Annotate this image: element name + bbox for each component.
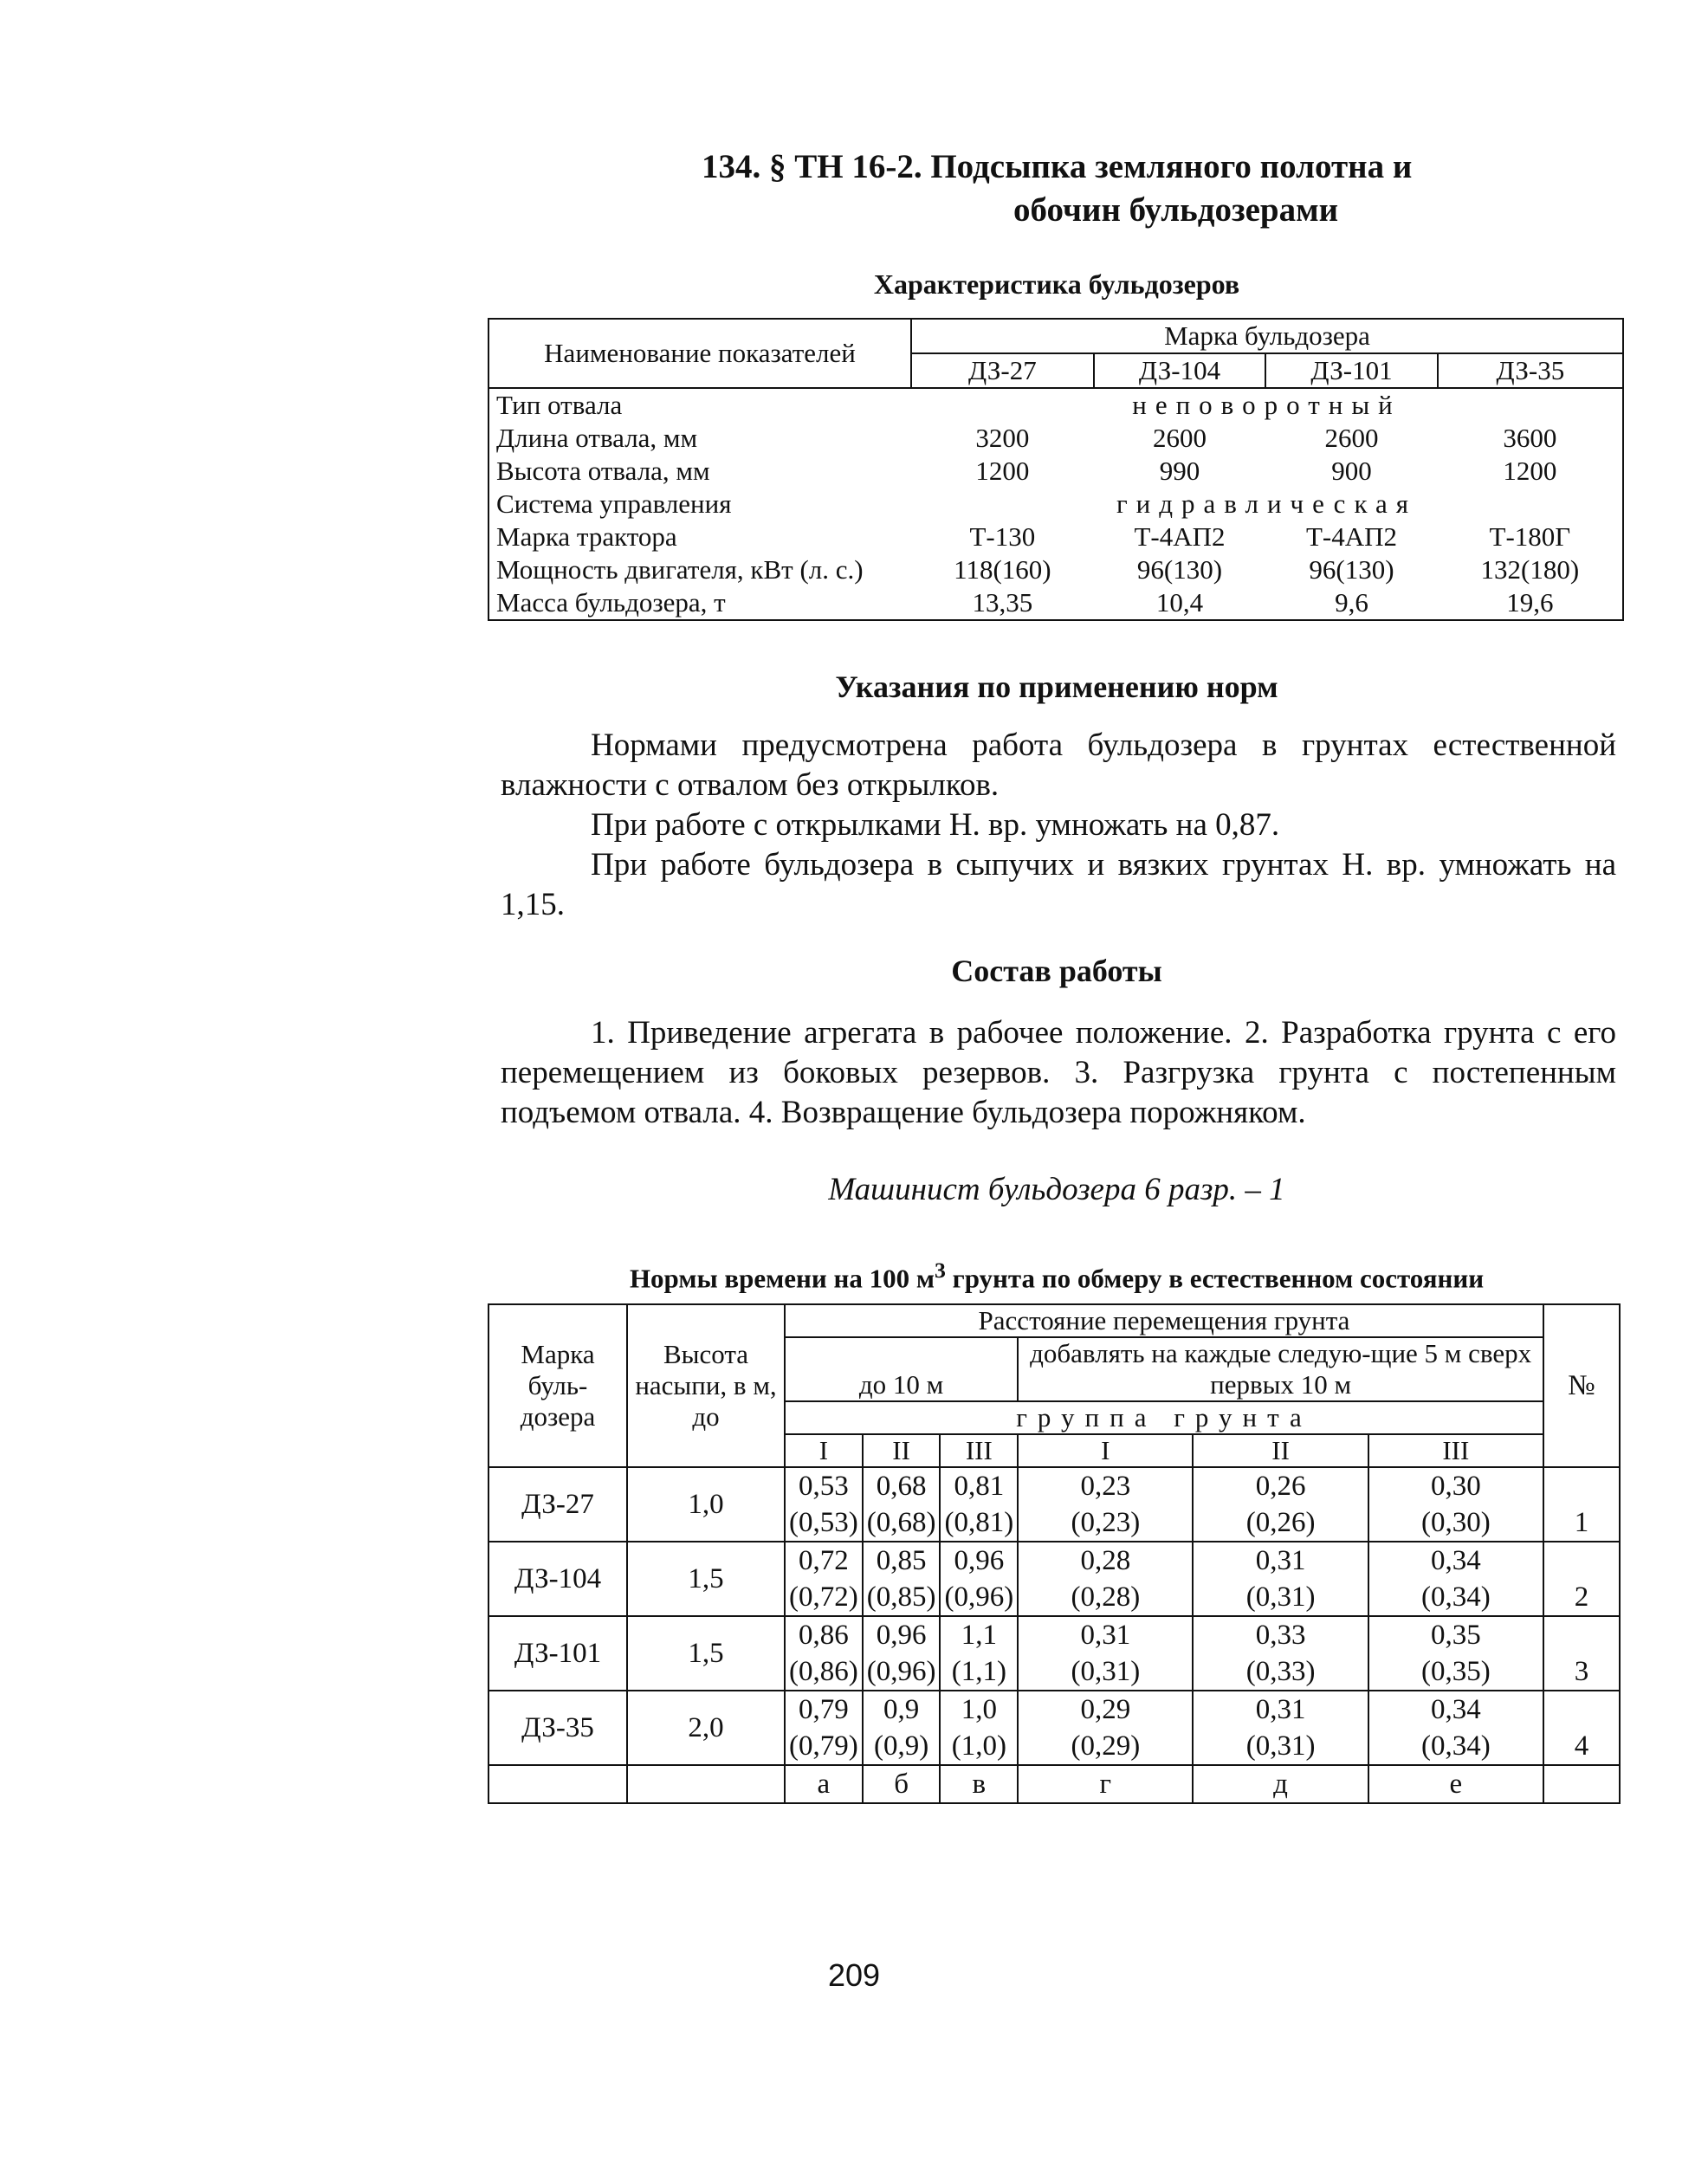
specs-row-label: Высота отвала, мм [488,455,911,488]
norms-letter: б [863,1765,941,1803]
specs-span-value: неповоротный [911,388,1623,422]
norms-subvalue: (0,86) [789,1656,858,1687]
work-text [501,1013,1616,1133]
norms-letter: а [785,1765,863,1803]
norms-cell [1018,1616,1193,1691]
worker-line: Машинист бульдозера 6 разр. – 1 [828,1172,1285,1207]
norms-subvalue: (0,96) [944,1581,1014,1613]
norms-value: 0,28 [1080,1545,1131,1576]
norms-cell [940,1691,1018,1765]
norms-subvalue: (0,34) [1420,1730,1491,1762]
norms-brand: ДЗ-104 [488,1542,627,1616]
page-number: 209 [827,1957,881,1993]
norms-letter: в [940,1765,1018,1803]
norms-cell [863,1542,941,1616]
norms-brand: ДЗ-101 [488,1616,627,1691]
norms-group: II [1193,1434,1368,1467]
norms-value: 0,79 [798,1694,849,1725]
norms-subvalue: (0,81) [944,1507,1014,1538]
title-line-1: 134. § ТН 16-2. Подсыпка земляного полотна и [702,148,1413,185]
norms-subvalue: (0,28) [1071,1581,1141,1613]
norms-group: I [785,1434,863,1467]
norms-cell [1368,1542,1543,1616]
norms-subvalue: (0,72) [789,1581,858,1613]
instructions-text [501,726,1616,925]
specs-model: ДЗ-27 [911,353,1094,388]
specs-cell: 900 [1331,456,1372,486]
instructions-paragraph: При работе бульдозера в сыпучих и вязких грунтах Н. вр. умножать на 1,15. [501,847,1616,922]
norms-cell [1368,1691,1543,1765]
norms-value: 0,72 [798,1545,849,1576]
specs-model: ДЗ-104 [1094,353,1266,388]
specs-span-value: гидравлическая [911,488,1623,521]
norms-subvalue: (0,23) [1071,1507,1141,1538]
norms-subvalue: (0,29) [1071,1730,1141,1762]
norms-value: 0,30 [1430,1471,1481,1502]
specs-header-indicator: Наименование показателей [488,319,911,388]
norms-value: 0,34 [1430,1545,1481,1576]
norms-subvalue: (1,1) [951,1656,1006,1687]
norms-value: 0,29 [1080,1694,1131,1725]
norms-subvalue: (0,30) [1420,1507,1491,1538]
norms-group: I [1018,1434,1193,1467]
specs-cell: 96(130) [1136,554,1223,585]
norms-value: 0,86 [798,1620,849,1651]
norms-cell [863,1616,941,1691]
specs-cell: 118(160) [954,554,1051,585]
norms-cell [1368,1616,1543,1691]
norms-value: 0,26 [1255,1471,1306,1502]
specs-cell: 3200 [975,423,1030,453]
norms-value: 0,68 [876,1471,927,1502]
norms-group: II [863,1434,941,1467]
specs-cell: 96(130) [1309,554,1394,585]
specs-model: ДЗ-35 [1438,353,1623,388]
norms-value: 0,96 [876,1620,927,1651]
norms-letter: е [1368,1765,1543,1803]
specs-cell: Т-4АП2 [1305,521,1397,552]
work-paragraph: 1. Приведение агрегата в рабочее положение. 2. Разработка грунта с его перемещением из боковых резервов. 3. Разгрузка грунта с постепенным подъемом отвала. 4. Возвращение бульдозера порожняком. [501,1015,1616,1130]
norms-caption [485,1258,1628,1294]
norms-col-no: № [1543,1304,1620,1467]
norms-group: III [1368,1434,1543,1467]
norms-value: 0,81 [954,1471,1005,1502]
norms-row-number: 4 [1543,1691,1620,1765]
norms-value: 0,33 [1255,1620,1306,1651]
work-heading: Состав работы [951,954,1162,988]
norms-subvalue: (0,53) [789,1507,858,1538]
norms-cell [1018,1542,1193,1616]
specs-cell: 13,35 [911,586,1094,620]
norms-cell [940,1542,1018,1616]
norms-subvalue: (0,96) [866,1656,936,1687]
specs-header-brand: Марка бульдозера [911,319,1623,353]
norms-cell [940,1616,1018,1691]
specs-cell: 132(180) [1438,553,1623,586]
specs-cell: 9,6 [1265,586,1438,620]
norms-subvalue: (0,79) [789,1730,858,1762]
specs-cell: 2600 [1324,423,1379,453]
specs-cell: 1200 [975,456,1030,486]
norms-col-upto10: до 10 м [785,1337,1018,1401]
norms-cell [1193,1542,1368,1616]
specs-row-label: Система управления [488,488,911,521]
norms-cell [1018,1467,1193,1542]
norms-subvalue: (0,9) [873,1730,929,1762]
norms-cell [863,1467,941,1542]
norms-col-distance: Расстояние перемещения грунта [785,1304,1543,1337]
norms-cell [940,1467,1018,1542]
norms-subvalue: (0,35) [1420,1656,1491,1687]
norms-cell [785,1467,863,1542]
norms-caption-post: грунта по обмеру в естественном состоянии [945,1263,1485,1294]
title-line-2: обочин бульдозерами [1013,191,1339,229]
norms-cell [1018,1691,1193,1765]
specs-row-label: Длина отвала, мм [488,422,911,455]
specs-cell: 3600 [1438,422,1623,455]
norms-value: 0,53 [798,1471,849,1502]
norms-value: 1,0 [961,1694,997,1725]
instructions-paragraph: При работе с открылками Н. вр. умножать на 0,87. [591,807,1280,843]
norms-brand: ДЗ-35 [488,1691,627,1765]
specs-row-label: Марка трактора [488,521,911,553]
norms-subvalue: (0,34) [1420,1581,1491,1613]
norms-value: 0,31 [1255,1694,1306,1725]
norms-subvalue: (0,68) [866,1507,936,1538]
specs-cell: 990 [1159,456,1200,486]
section-title [485,146,1481,232]
norms-cell [1193,1616,1368,1691]
norms-col-height: Высота насыпи, в м, до [627,1304,785,1467]
norms-value: 0,31 [1080,1620,1131,1651]
norms-cell [785,1542,863,1616]
norms-subvalue: (1,0) [951,1730,1006,1762]
norms-subvalue: (0,33) [1245,1656,1316,1687]
specs-cell: Т-4АП2 [1134,521,1226,552]
specs-cell: Т-180Г [1438,521,1623,553]
norms-value: 0,31 [1255,1545,1306,1576]
norms-empty [1543,1765,1620,1803]
norms-value: 0,23 [1080,1471,1131,1502]
norms-subvalue: (0,26) [1245,1507,1316,1538]
specs-model: ДЗ-101 [1265,353,1438,388]
specs-cell: 19,6 [1438,586,1623,620]
norms-value: 0,34 [1430,1694,1481,1725]
norms-value: 1,1 [961,1620,997,1651]
norms-row-number: 3 [1543,1616,1620,1691]
specs-row-label: Мощность двигателя, кВт (л. с.) [488,553,911,586]
norms-letter: д [1193,1765,1368,1803]
norms-subvalue: (0,31) [1245,1730,1316,1762]
norms-subvalue: (0,31) [1245,1581,1316,1613]
norms-group: III [940,1434,1018,1467]
norms-row-number: 2 [1543,1542,1620,1616]
norms-height: 1,0 [627,1467,785,1542]
norms-value: 0,9 [883,1694,920,1725]
specs-row-label: Тип отвала [488,388,911,422]
norms-empty [627,1765,785,1803]
norms-empty [488,1765,627,1803]
norms-value: 0,35 [1430,1620,1481,1651]
specs-cell: 1200 [1438,455,1623,488]
norms-cell [1193,1691,1368,1765]
norms-cell [785,1691,863,1765]
time-norms-table [488,1303,1621,1804]
norms-cell [1368,1467,1543,1542]
norms-col-group: группа грунта [785,1401,1543,1434]
norms-height: 1,5 [627,1616,785,1691]
norms-cell [1193,1467,1368,1542]
norms-cell [863,1691,941,1765]
norms-height: 2,0 [627,1691,785,1765]
norms-caption-pre: Нормы времени на 100 м [629,1263,935,1294]
specs-caption: Характеристика бульдозеров [873,268,1240,300]
specs-cell: Т-130 [969,521,1036,552]
norms-cell [785,1616,863,1691]
norms-caption-sup: 3 [934,1258,946,1283]
norms-subvalue: (0,31) [1071,1656,1141,1687]
instructions-heading: Указания по применению норм [835,669,1278,704]
norms-subvalue: (0,85) [866,1581,936,1613]
norms-brand: ДЗ-27 [488,1467,627,1542]
specs-cell: 2600 [1152,423,1207,453]
norms-col-brand: Марка буль-дозера [488,1304,627,1467]
specs-row-label: Масса бульдозера, т [488,586,911,620]
norms-col-add: добавлять на каждые следую-щие 5 м сверх первых 10 м [1018,1337,1543,1401]
norms-row-number: 1 [1543,1467,1620,1542]
norms-letter: г [1018,1765,1193,1803]
norms-value: 0,96 [954,1545,1005,1576]
instructions-paragraph: Нормами предусмотрена работа бульдозера в грунтах естественной влажности с отвалом без открылков. [501,728,1616,803]
specs-cell: 10,4 [1094,586,1266,620]
bulldozer-specs-table [488,318,1624,621]
norms-value: 0,85 [876,1545,927,1576]
norms-height: 1,5 [627,1542,785,1616]
